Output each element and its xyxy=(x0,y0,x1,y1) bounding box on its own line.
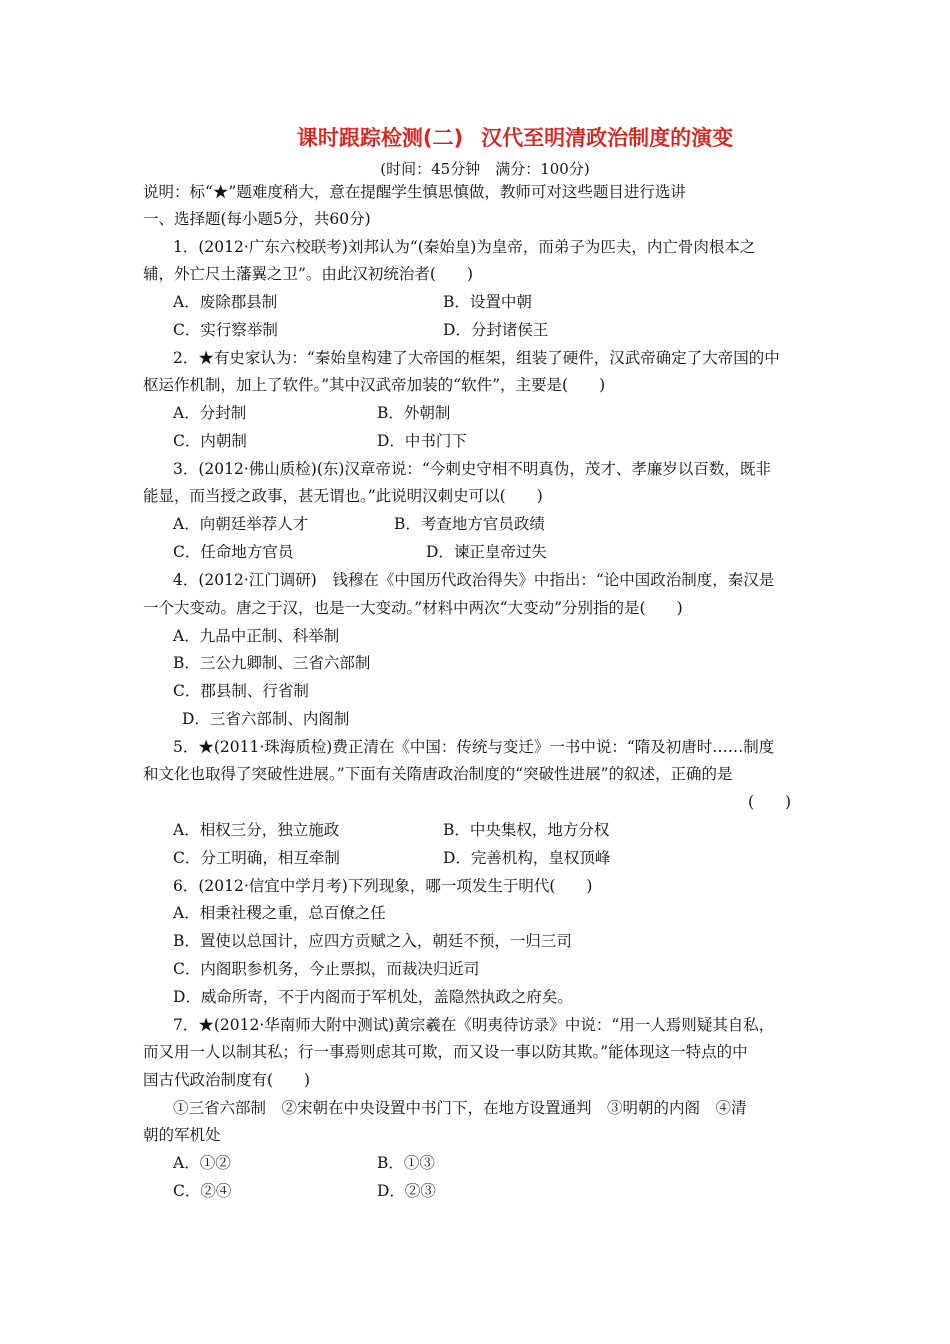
q5-option-d: D．完善机构，皇权顶峰 xyxy=(443,849,611,867)
q3-stem-line2: 能显，而当授之政事，甚无谓也。”此说明汉刺史可以( ) xyxy=(143,487,543,505)
q5-option-b: B．中央集权，地方分权 xyxy=(443,821,610,839)
q1-stem-line1: 1．(2012·广东六校联考)刘邦认为“(秦始皇)为皇帝，而弟子为匹夫，内亡骨肉根本之 xyxy=(173,238,756,256)
q3-option-b: B．考查地方官员政绩 xyxy=(394,515,545,533)
q1-option-a: A．废除郡县制 xyxy=(173,293,278,311)
q6-option-c: C．内阁职参机务，今止票拟，而裁决归近司 xyxy=(173,960,480,978)
q7-stem-line3: 国古代政治制度有( ) xyxy=(143,1071,311,1089)
q3-option-d: D．谏正皇帝过失 xyxy=(426,543,547,561)
q1-option-b: B．设置中朝 xyxy=(443,293,532,311)
page-subtitle: (时间：45分钟 满分：100分) xyxy=(380,160,590,178)
q7-option-c: C．②④ xyxy=(173,1182,232,1200)
q3-option-c: C．任命地方官员 xyxy=(173,543,294,561)
q1-stem-line2: 辅，外亡尺土藩翼之卫”。由此汉初统治者( ) xyxy=(143,265,474,283)
q2-option-a: A．分封制 xyxy=(173,404,247,422)
q5-answer-paren: ( ) xyxy=(748,793,792,811)
section-heading: 一、选择题(每小题5分，共60分) xyxy=(143,210,371,228)
q2-stem-line1: 2．★有史家认为：“秦始皇构建了大帝国的框架，组装了硬件，汉武帝确定了大帝国的中 xyxy=(173,349,780,367)
note: 说明：标“★”题难度稍大，意在提醒学生慎思慎做，教师可对这些题目进行选讲 xyxy=(143,183,686,201)
q7-stem-line2: 而又用一人以制其私；行一事焉则虑其可欺，而又设一事以防其欺。”能体现这一特点的中 xyxy=(143,1043,748,1061)
q7-stem-line4: ①三省六部制 ②宋朝在中央设置中书门下，在地方设置通判 ③明朝的内阁 ④清 xyxy=(173,1099,747,1117)
q3-stem-line1: 3．(2012·佛山质检)(东)汉章帝说：“今刺史守相不明真伪，茂才、孝廉岁以百数，既非 xyxy=(173,460,771,478)
q2-option-d: D．中书门下 xyxy=(377,432,467,450)
q5-stem-line1: 5．★(2011·珠海质检)费正清在《中国：传统与变迁》一书中说：“隋及初唐时……制度 xyxy=(173,738,775,756)
q7-option-a: A．①② xyxy=(173,1154,231,1172)
q1-option-c: C．实行察举制 xyxy=(173,321,278,339)
q4-stem-line2: 一个大变动。唐之于汉，也是一大变动。”材料中两次“大变动”分别指的是( ) xyxy=(143,599,683,617)
q5-option-c: C．分工明确，相互牵制 xyxy=(173,849,340,867)
q6-stem-line1: 6．(2012·信宜中学月考)下列现象，哪一项发生于明代( ) xyxy=(173,877,593,895)
title-part-a: 课时跟踪检测(二) xyxy=(296,126,464,150)
q7-stem-line5: 朝的军机处 xyxy=(143,1126,221,1144)
q2-option-b: B．外朝制 xyxy=(377,404,451,422)
q6-option-b: B．置使以总国计，应四方贡赋之入，朝廷不预，一归三司 xyxy=(173,932,572,950)
q4-option-c: C．郡县制、行省制 xyxy=(173,682,309,700)
q7-stem-line1: 7．★(2012·华南师大附中测试)黄宗羲在《明夷待访录》中说：“用一人焉则疑其自私， xyxy=(173,1016,775,1034)
q2-stem-line2: 枢运作机制，加上了软件。”其中汉武帝加装的“软件”，主要是( ) xyxy=(143,376,606,394)
page-title xyxy=(0,122,950,152)
title-part-b: 汉代至明清政治制度的演变 xyxy=(481,126,734,150)
q6-option-d: D．威命所寄，不于内阁而于军机处，盖隐然执政之府矣。 xyxy=(173,988,573,1006)
q5-option-a: A．相权三分，独立施政 xyxy=(173,821,340,839)
q7-option-d: D．②③ xyxy=(377,1182,436,1200)
q1-option-d: D．分封诸侯王 xyxy=(443,321,549,339)
q5-stem-line2: 和文化也取得了突破性进展。”下面有关隋唐政治制度的“突破性进展”的叙述，正确的是 xyxy=(143,765,733,783)
q3-option-a: A．向朝廷举荐人才 xyxy=(173,515,309,533)
q4-stem-line1: 4．(2012·江门调研) 钱穆在《中国历代政治得失》中指出：“论中国政治制度，秦汉是 xyxy=(173,571,775,589)
q7-option-b: B．①③ xyxy=(377,1154,435,1172)
q4-option-a: A．九品中正制、科举制 xyxy=(173,627,340,645)
q4-option-d: D．三省六部制、内阁制 xyxy=(182,710,350,728)
q2-option-c: C．内朝制 xyxy=(173,432,247,450)
q4-option-b: B．三公九卿制、三省六部制 xyxy=(173,654,371,672)
q6-option-a: A．相秉社稷之重，总百僚之任 xyxy=(173,904,386,922)
